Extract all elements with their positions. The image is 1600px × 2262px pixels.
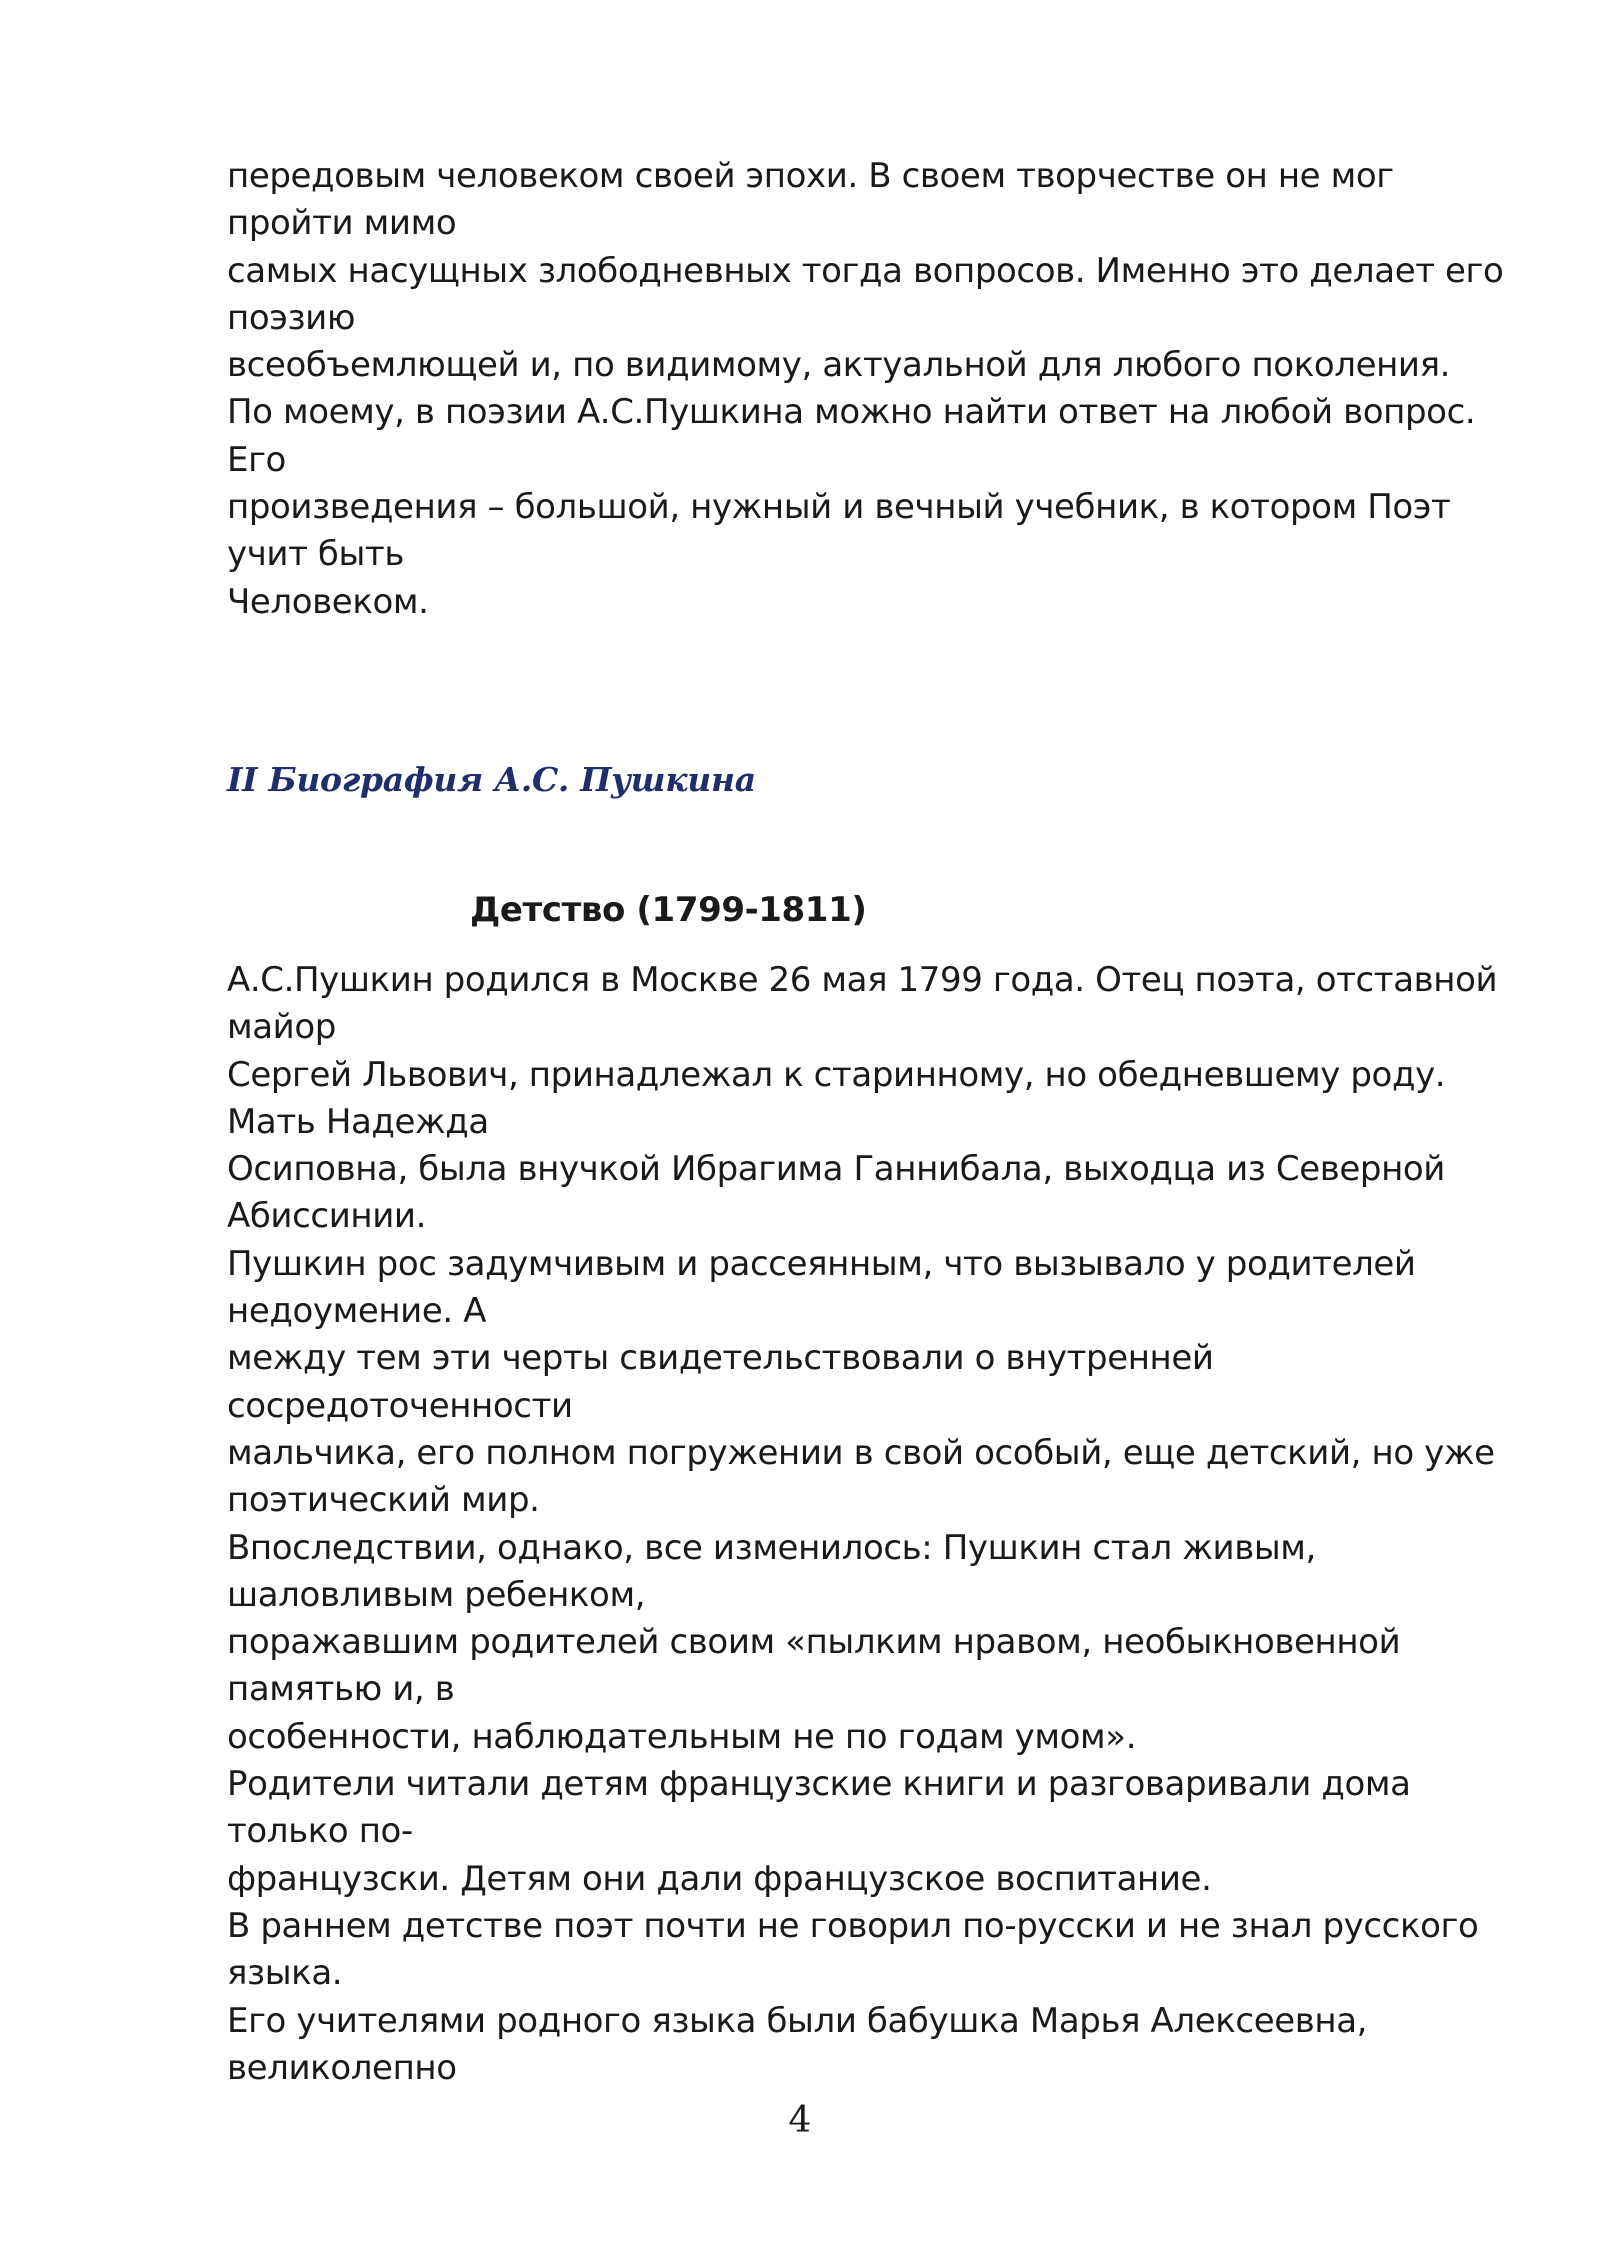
intro-paragraph [227, 153, 1517, 626]
childhood-paragraph [227, 957, 1517, 2092]
text-line: передовым человеком своей эпохи. В своем творчестве он не мог [227, 156, 1394, 196]
text-line: пройти мимо [227, 203, 457, 244]
text-line: между тем эти черты свидетельствовали о внутренней [227, 1338, 1214, 1379]
text-line: мальчика, его полном погружении в свой особый, еще детский, но уже [227, 1432, 1495, 1473]
text-line: В раннем детстве поэт почти не говорил по-русски и не знал русского [227, 1905, 1479, 1946]
text-line: поражавшим родителей своим «пылким нравом, необыкновенной [227, 1622, 1401, 1663]
text-line: Осиповна, была внучкой Ибрагима Ганнибала, выходца из Северной [227, 1149, 1445, 1190]
text-line: Его [227, 439, 286, 480]
text-line: великолепно [227, 2047, 457, 2088]
subsection-heading: Детство (1799-1811) [470, 890, 867, 930]
text-line: А.С.Пушкин родился в Москве 26 мая 1799 года. Отец поэта, отставной [227, 960, 1498, 1000]
text-line: Абиссинии. [227, 1196, 427, 1237]
text-line: сосредоточенности [227, 1385, 573, 1426]
text-line: учит быть [227, 534, 404, 575]
text-line: только по- [227, 1811, 413, 1852]
text-line: памятью и, в [227, 1669, 455, 1710]
text-line: Впоследствии, однако, все изменилось: Пушкин стал живым, [227, 1527, 1316, 1568]
text-line: поэтический мир. [227, 1480, 540, 1521]
text-line: французски. Детям они дали французское воспитание. [227, 1858, 1212, 1899]
text-line: поэзию [227, 297, 356, 338]
text-line: Пушкин рос задумчивым и рассеянным, что вызывало у родителей [227, 1243, 1416, 1284]
text-line: По моему, в поэзии А.С.Пушкина можно найти ответ на любой вопрос. [227, 392, 1476, 433]
text-line: языка. [227, 1953, 343, 1994]
text-line: недоумение. А [227, 1291, 487, 1332]
text-line: майор [227, 1007, 336, 1048]
text-line: особенности, наблюдательным не по годам умом». [227, 1716, 1137, 1757]
section-heading: II Биография А.С. Пушкина [227, 760, 756, 799]
text-line: Мать Надежда [227, 1101, 489, 1142]
text-line: Сергей Львович, принадлежал к старинному, но обедневшему роду. [227, 1054, 1446, 1095]
text-line: Человеком. [227, 581, 429, 622]
text-line: шаловливым ребенком, [227, 1574, 646, 1615]
page-number: 4 [788, 2100, 812, 2141]
text-line: всеобъемлющей и, по видимому, актуальной для любого поколения. [227, 345, 1451, 386]
text-line: самых насущных злободневных тогда вопросов. Именно это делает его [227, 250, 1504, 291]
text-line: Родители читали детям французские книги и разговаривали дома [227, 1764, 1411, 1805]
text-line: произведения – большой, нужный и вечный учебник, в котором Поэт [227, 487, 1451, 528]
text-line: Его учителями родного языка были бабушка Марья Алексеевна, [227, 2000, 1368, 2041]
